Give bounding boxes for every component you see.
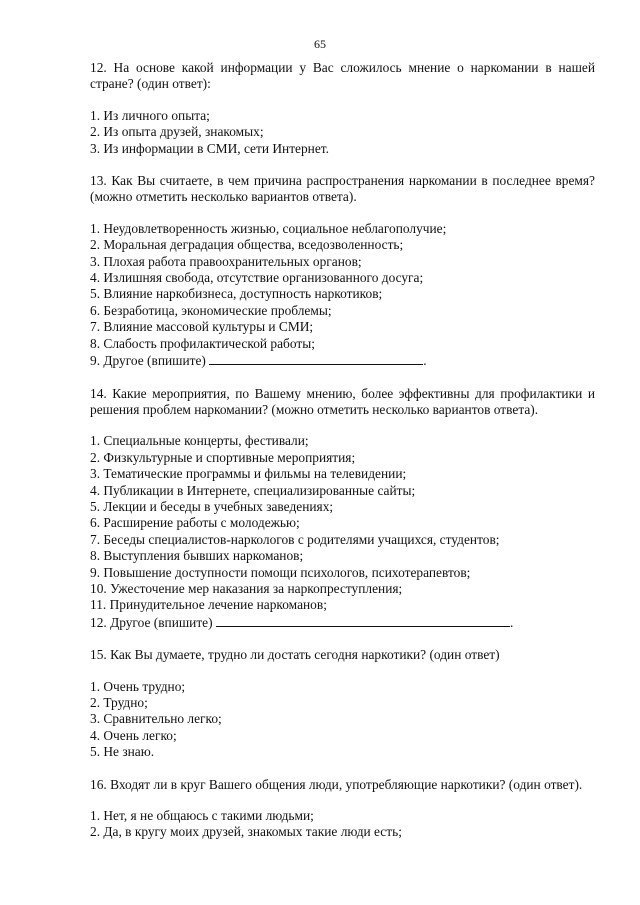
option-item: 4. Очень легко; bbox=[90, 727, 177, 743]
option-item: 2. Моральная деградация общества, вседозволенность; bbox=[90, 237, 404, 253]
question-12-section bbox=[90, 60, 595, 157]
option-item: 6. Безработица, экономические проблемы; bbox=[90, 302, 332, 318]
option-item: 7. Беседы специалистов-наркологов с родителями учащихся, студентов; bbox=[90, 531, 500, 547]
write-in-blank[interactable] bbox=[209, 352, 423, 365]
option-other bbox=[90, 614, 595, 631]
question-15-options bbox=[90, 679, 595, 761]
page-number: 65 bbox=[314, 37, 326, 51]
option-item: 3. Тематические программы и фильмы на телевидении; bbox=[90, 466, 407, 482]
question-16-section bbox=[90, 777, 595, 841]
option-item: 1. Очень трудно; bbox=[90, 678, 186, 694]
option-other-end: . bbox=[509, 614, 514, 630]
questionnaire-content bbox=[90, 60, 595, 841]
option-item: 2. Да, в кругу моих друзей, знакомых такие люди есть; bbox=[90, 824, 402, 840]
option-item: 7. Влияние массовой культуры и СМИ; bbox=[90, 319, 314, 335]
option-other bbox=[90, 352, 595, 369]
option-item: 2. Из опыта друзей, знакомых; bbox=[90, 124, 264, 140]
option-item: 1. Нет, я не общаюсь с такими людьми; bbox=[90, 808, 314, 824]
question-12-options bbox=[90, 108, 595, 157]
option-item: 1. Специальные концерты, фестивали; bbox=[90, 433, 309, 449]
option-item: 3. Сравнительно легко; bbox=[90, 711, 222, 727]
question-16-options bbox=[90, 808, 595, 841]
option-item: 9. Повышение доступности помощи психологов, психотерапевтов; bbox=[90, 564, 471, 580]
option-item: 2. Физкультурные и спортивные мероприятия; bbox=[90, 449, 356, 465]
question-15-section bbox=[90, 647, 595, 760]
option-item: 5. Лекции и беседы в учебных заведениях; bbox=[90, 498, 334, 514]
option-other-end: . bbox=[423, 353, 427, 369]
option-item: 3. Из информации в СМИ, сети Интернет. bbox=[90, 140, 329, 156]
question-16-text: 16. Входят ли в круг Вашего общения люди, употребляющие наркотики? (один ответ). bbox=[90, 776, 583, 792]
question-12-text: 12. На основе какой информации у Вас сложилось мнение о наркомании в нашей стране? (один ответ): bbox=[90, 60, 595, 92]
option-item: 2. Трудно; bbox=[90, 695, 148, 710]
option-other-label: 12. Другое (впишите) bbox=[90, 614, 213, 630]
question-14-options bbox=[90, 433, 595, 631]
option-item: 1. Из личного опыта; bbox=[90, 107, 210, 123]
question-14-text: 14. Какие мероприятия, по Вашему мнению, более эффективны для профилактики и решения проблем наркомании? (можно отметить несколько вариантов ответа). bbox=[90, 385, 595, 417]
option-item: 8. Слабость профилактической работы; bbox=[90, 335, 315, 351]
question-15-text: 15. Как Вы думаете, трудно ли достать сегодня наркотики? (один ответ) bbox=[90, 647, 500, 663]
question-13-text: 13. Как Вы считаете, в чем причина распространения наркомании в последнее время? (можно отметить несколько вариантов ответа). bbox=[90, 173, 595, 205]
option-item: 5. Влияние наркобизнеса, доступность наркотиков; bbox=[90, 286, 383, 302]
option-item: 11. Принудительное лечение наркоманов; bbox=[90, 597, 327, 613]
option-item: 1. Неудовлетворенность жизнью, социальное неблагополучие; bbox=[90, 220, 447, 236]
option-item: 4. Публикации в Интернете, специализированные сайты; bbox=[90, 482, 416, 498]
option-item: 5. Не знаю. bbox=[90, 744, 155, 760]
question-14-section bbox=[90, 386, 595, 632]
question-13-options bbox=[90, 221, 595, 370]
option-item: 3. Плохая работа правоохранительных органов; bbox=[90, 253, 362, 269]
option-item: 8. Выступления бывших наркоманов; bbox=[90, 548, 304, 564]
option-item: 10. Ужесточение мер наказания за наркопреступления; bbox=[90, 580, 403, 596]
option-item: 4. Излишняя свобода, отсутствие организованного досуга; bbox=[90, 270, 424, 286]
question-13-section bbox=[90, 173, 595, 369]
write-in-blank[interactable] bbox=[216, 614, 510, 627]
option-item: 6. Расширение работы с молодежью; bbox=[90, 515, 300, 531]
option-other-label: 9. Другое (впишите) bbox=[90, 353, 206, 369]
